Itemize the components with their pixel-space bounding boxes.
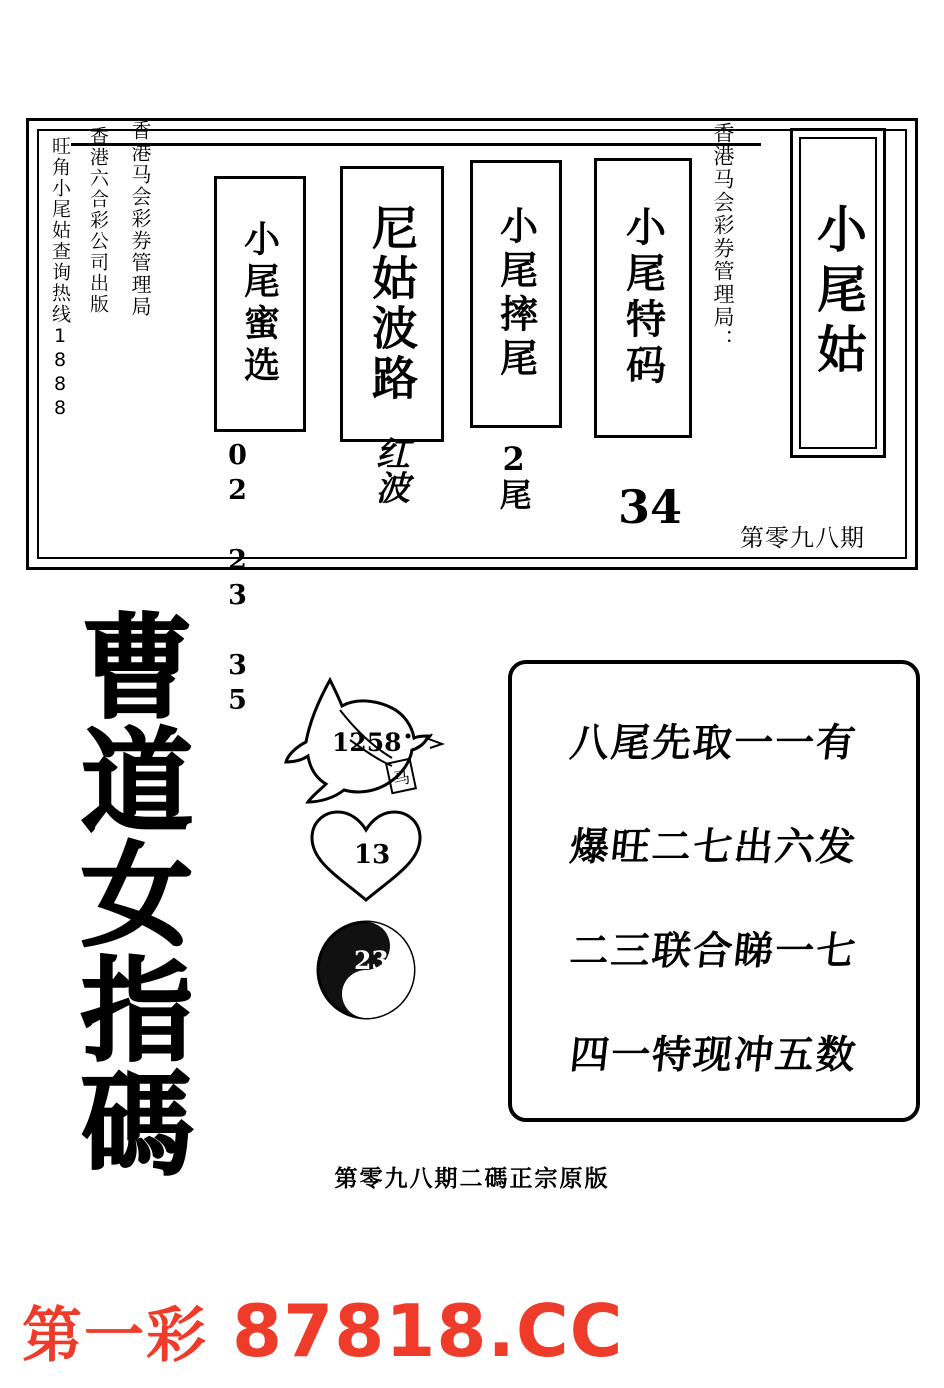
- verse-box: [508, 660, 920, 1122]
- brand-title-char-0: 曹: [81, 603, 193, 734]
- footer-brand: 第一彩: [22, 1301, 208, 1371]
- panel-value-tema: 34: [618, 480, 683, 534]
- panel-label-tema: [594, 158, 692, 438]
- poster-issue-label: 第零九八期: [740, 524, 865, 552]
- panel-label-bolu: [340, 166, 444, 442]
- brand-title-char-1: 道: [81, 717, 193, 849]
- heart-number: 13: [354, 840, 391, 870]
- verse-line-3: 二三联合睇一七: [567, 928, 860, 974]
- publisher-text: 香港六合彩公司出版: [87, 126, 109, 315]
- poster-top-rule: [71, 143, 761, 146]
- brand-title: [62, 603, 212, 1191]
- dove-number: 1258: [332, 728, 402, 757]
- bureau-left-text: 香港马会彩券管理局: [128, 120, 152, 318]
- poster-title-text: 小尾姑: [809, 203, 868, 383]
- verse-line-1: 八尾先取一一有: [567, 720, 860, 766]
- brand-title-char-3: 指: [81, 945, 193, 1077]
- brand-title-char-2: 女: [81, 831, 193, 963]
- symbol-column: [280, 650, 460, 1070]
- dove-tag: 马: [385, 758, 417, 795]
- panel-label-weiwei-text: 小尾摔尾: [493, 206, 539, 382]
- poster-title-cartouche: [790, 128, 886, 458]
- panel-label-mixuan-text: 小尾蜜选: [238, 220, 281, 388]
- panel-value-bolu: 红波: [369, 436, 410, 504]
- yinyang-number: 23: [354, 946, 389, 975]
- bureau-right-text: 香港马会彩券管理局：: [711, 122, 735, 352]
- brand-title-char-4: 碼: [81, 1059, 193, 1191]
- panel-value-weiwei: 2尾: [494, 440, 533, 510]
- bottom-caption: 第零九八期二碼正宗原版: [334, 1165, 610, 1192]
- hotline-text: 旺角小尾姑查询热线1888: [49, 136, 71, 421]
- footer-url[interactable]: 87818.CC: [232, 1289, 624, 1373]
- verse-line-4: 四一特现冲五数: [567, 1032, 860, 1078]
- panel-value-mixuan: 02 23 35: [222, 440, 253, 720]
- panel-label-tema-text: 小尾特码: [619, 206, 667, 390]
- panel-label-bolu-text: 尼姑波路: [365, 204, 419, 404]
- verse-line-2: 爆旺二七出六发: [567, 824, 860, 870]
- panel-label-weiwei: [470, 160, 562, 428]
- panel-label-mixuan: [214, 176, 306, 432]
- poster-title-cartouche-inner: [799, 137, 877, 449]
- footer-banner: [0, 1286, 944, 1376]
